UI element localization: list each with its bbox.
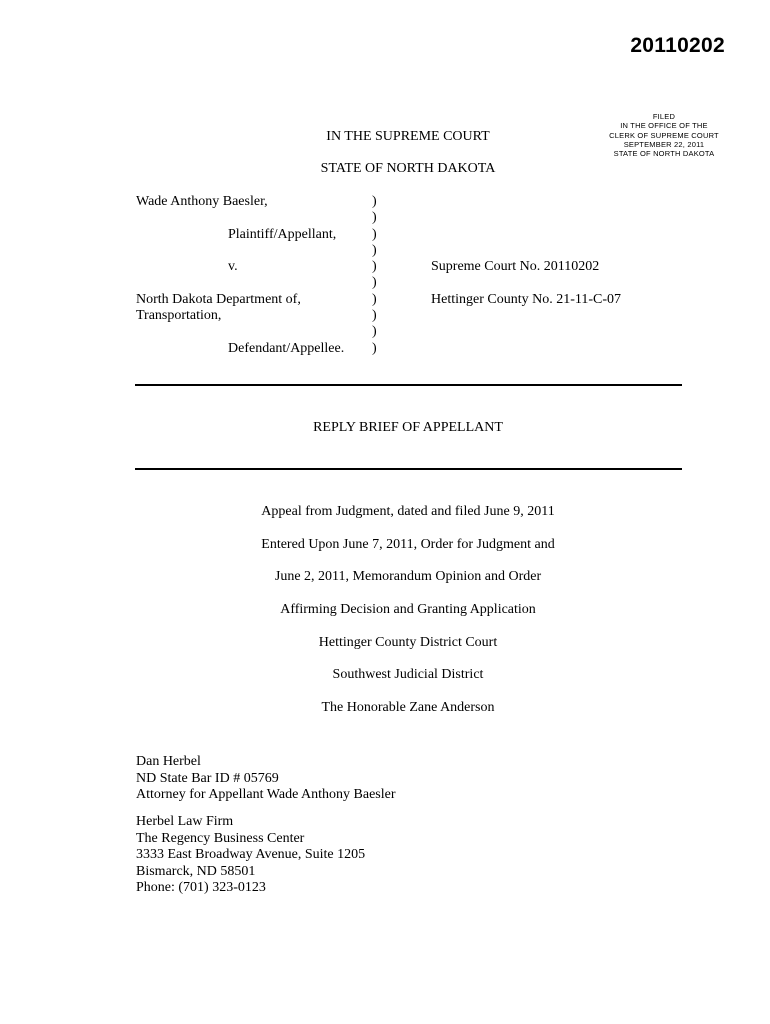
appeal-line: June 2, 2011, Memorandum Opinion and Order <box>274 569 542 585</box>
caption-paren: ) <box>372 259 377 275</box>
caption-paren: ) <box>372 340 377 356</box>
appeal-line: Hettinger County District Court <box>318 634 498 650</box>
brief-title: REPLY BRIEF OF APPELLANT <box>313 420 503 435</box>
caption-paren: ) <box>372 275 377 291</box>
attorney-line: Dan Herbel <box>136 754 201 769</box>
plaintiff-role: Plaintiff/Appellant, <box>228 226 337 242</box>
caption-spacer <box>136 324 366 340</box>
case-number: 20110202 <box>630 34 725 57</box>
caption-paren: ) <box>372 226 377 242</box>
defendant-role: Defendant/Appellee. <box>228 340 345 356</box>
defendant-name-continued: Transportation, <box>136 308 222 324</box>
court-title: IN THE SUPREME COURT <box>326 129 490 144</box>
appeal-information <box>158 504 658 733</box>
firm-line: Phone: (701) 323-0123 <box>136 880 266 895</box>
caption-paren: ) <box>372 210 377 226</box>
caption-paren: ) <box>372 194 377 209</box>
divider-bottom <box>135 468 682 470</box>
filed-stamp-line: STATE OF NORTH DAKOTA <box>613 149 715 159</box>
firm-line: Herbel Law Firm <box>136 814 234 829</box>
firm-line: The Regency Business Center <box>136 830 305 846</box>
caption-paren: ) <box>372 324 377 340</box>
firm-line: Bismarck, ND 58501 <box>136 863 256 879</box>
law-firm-address <box>136 814 365 897</box>
caption-paren: ) <box>372 308 377 324</box>
versus: v. <box>228 259 238 275</box>
filed-stamp <box>595 112 733 158</box>
county-case-number: Hettinger County No. 21-11-C-07 <box>431 292 622 307</box>
caption-paren: ) <box>372 291 377 307</box>
defendant-name: North Dakota Department of, <box>136 291 301 307</box>
attorney-line: Attorney for Appellant Wade Anthony Baesler <box>136 787 396 802</box>
appeal-line: Appeal from Judgment, dated and filed June 9, 2011 <box>261 504 555 519</box>
filed-stamp-line: FILED <box>652 112 676 121</box>
caption-spacer <box>136 243 366 259</box>
caption-spacer <box>136 275 366 291</box>
attorney-line: ND State Bar ID # 05769 <box>136 770 279 786</box>
divider-top <box>135 384 682 386</box>
appeal-line: The Honorable Zane Anderson <box>321 700 495 716</box>
appeal-line: Southwest Judicial District <box>332 667 484 683</box>
case-caption <box>136 194 366 357</box>
filed-stamp-line: IN THE OFFICE OF THE <box>620 121 708 131</box>
appeal-line: Affirming Decision and Granting Application <box>280 602 536 618</box>
firm-line: 3333 East Broadway Avenue, Suite 1205 <box>136 847 366 862</box>
supreme-court-number: Supreme Court No. 20110202 <box>431 259 600 274</box>
filed-stamp-line: SEPTEMBER 22, 2011 <box>623 139 705 149</box>
plaintiff-name: Wade Anthony Baesler, <box>136 194 268 209</box>
appeal-line: Entered Upon June 7, 2011, Order for Judgment and <box>261 536 555 552</box>
court-state: STATE OF NORTH DAKOTA <box>320 161 496 176</box>
caption-parentheses <box>372 194 382 357</box>
attorney-info <box>136 754 396 804</box>
caption-paren: ) <box>372 242 377 258</box>
filed-stamp-line: CLERK OF SUPREME COURT <box>609 130 719 140</box>
caption-spacer <box>136 210 366 226</box>
